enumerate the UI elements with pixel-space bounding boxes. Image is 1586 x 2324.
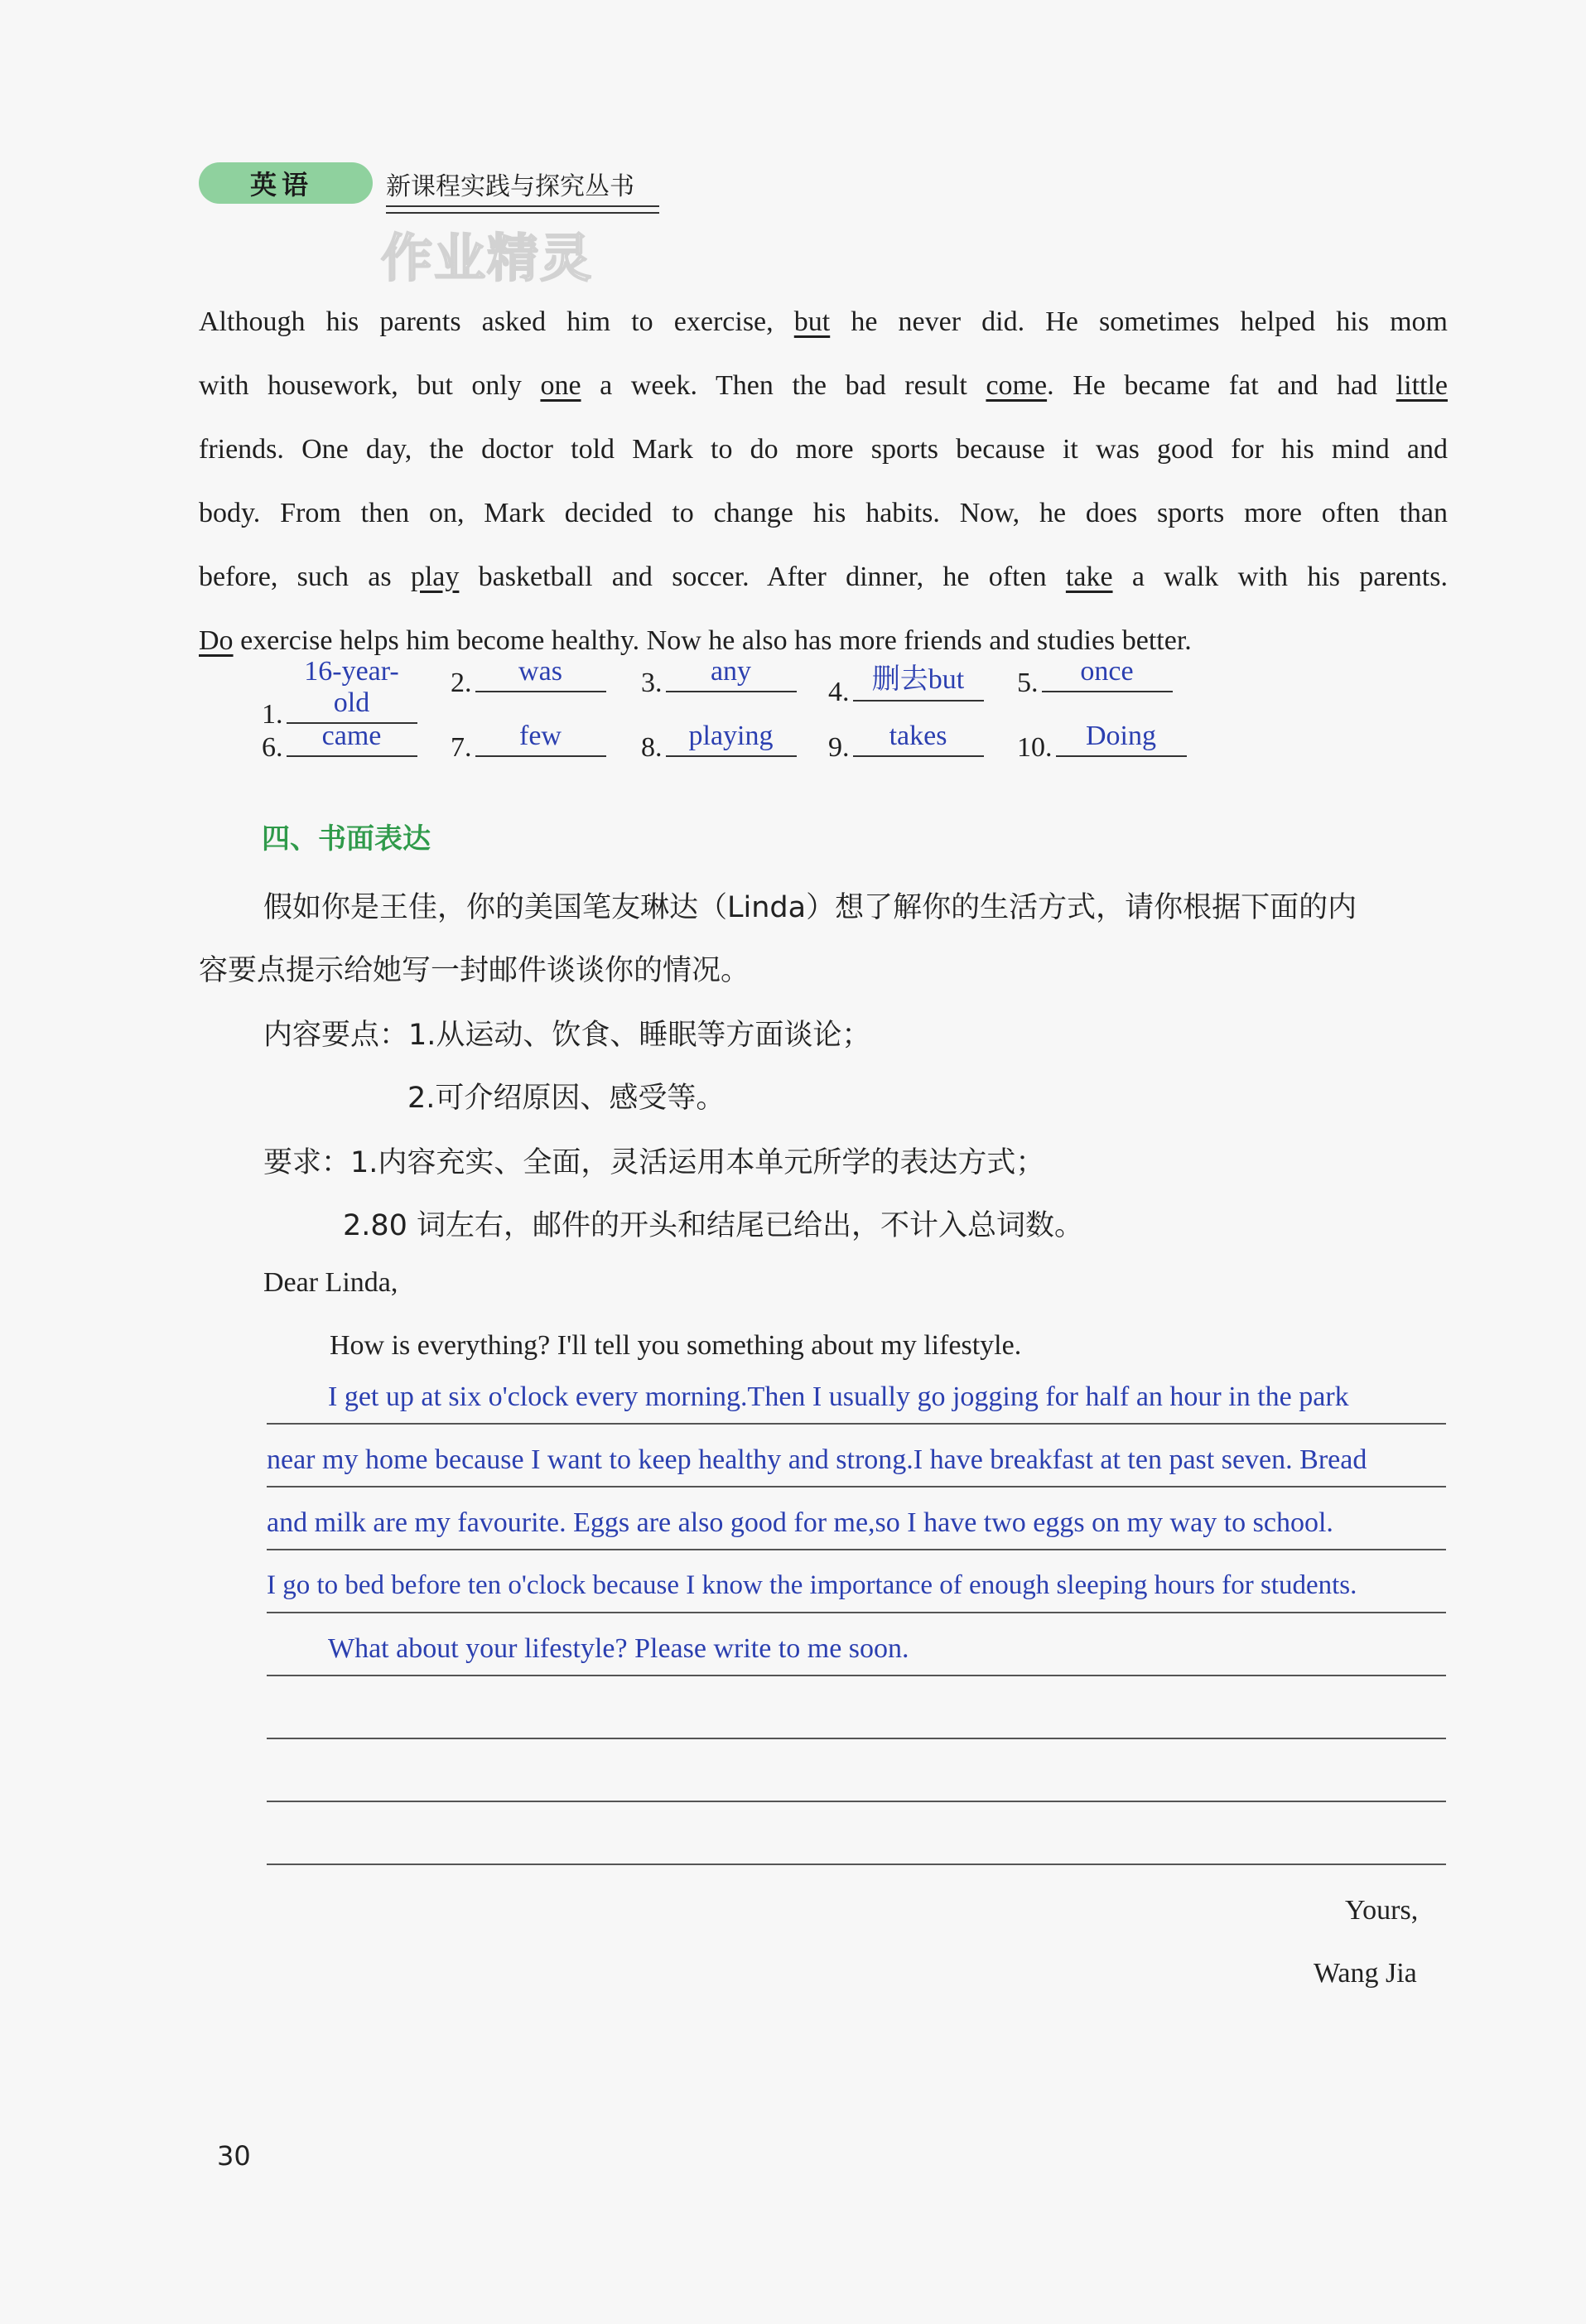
section-title: 四、书面表达: [262, 822, 431, 856]
content-points: 2.可介绍原因、感受等。: [407, 1082, 726, 1115]
answer-blank[interactable]: Doing: [1056, 721, 1187, 757]
page-number: 30: [217, 2140, 251, 2172]
requirements: 要求：1.内容充实、全面，灵活运用本单元所学的表达方式；: [263, 1146, 1045, 1179]
answer-item: 1. 16-year-old: [262, 663, 417, 730]
answer-item: 5. once: [1017, 663, 1173, 699]
prompt-text: 假如你是王佳，你的美国笔友琳达（Linda）想了解你的生活方式，请你根据下面的内: [263, 891, 1357, 924]
handwritten-line: I go to bed before ten o'clock because I know the importance of enough sleeping hours for students.: [267, 1570, 1357, 1600]
answer-blank[interactable]: any: [666, 656, 797, 692]
writing-line: [267, 1423, 1446, 1425]
letter-greeting: Dear Linda,: [263, 1267, 398, 1298]
writing-line: [267, 1486, 1446, 1487]
answer-item: 7. few: [451, 727, 606, 764]
marked-word: take: [1065, 562, 1113, 592]
prompt-text: 容要点提示给她写一封邮件谈谈你的情况。: [199, 954, 750, 987]
writing-line: [267, 1675, 1446, 1676]
marked-word: play: [410, 562, 460, 592]
marked-word: little: [1396, 370, 1448, 401]
writing-line: [267, 1612, 1446, 1613]
writing-line: [267, 1549, 1446, 1550]
answer-blank[interactable]: was: [475, 656, 606, 692]
answer-item: 8. playing: [641, 727, 797, 764]
marked-word: but: [793, 306, 831, 337]
answer-blank[interactable]: playing: [666, 721, 797, 757]
header-rule-top: [386, 205, 659, 207]
passage-line: Although his parents asked him to exercise, but he never did. He sometimes helped his mom: [199, 306, 1448, 337]
correction-passage: [199, 290, 1448, 673]
subject-label: 英语: [250, 169, 314, 200]
handwritten-line: and milk are my favourite. Eggs are also good for me,so I have two eggs on my way to school.: [267, 1507, 1333, 1538]
series-title: 新课程实践与探究丛书: [386, 172, 634, 201]
answer-blank[interactable]: few: [475, 721, 606, 757]
header-rule-bottom: [386, 212, 659, 214]
answer-blank[interactable]: 删去but: [853, 656, 984, 702]
marked-word: come: [986, 370, 1048, 401]
letter-opening: How is everything? I'll tell you something about my lifestyle.: [330, 1330, 1022, 1361]
requirements: 2.80 词左右，邮件的开头和结尾已给出，不计入总词数。: [343, 1209, 1084, 1242]
writing-line: [267, 1801, 1446, 1802]
answer-item: 9. takes: [828, 727, 984, 764]
passage-line: before, such as play basketball and soccer. After dinner, he often take a walk with his parents.: [199, 562, 1448, 592]
answer-blank[interactable]: once: [1042, 656, 1173, 692]
answer-blank[interactable]: 16-year-old: [287, 656, 417, 724]
letter-signature: Wang Jia: [1314, 1958, 1417, 1989]
subject-badge: [199, 162, 373, 204]
marked-word: one: [540, 370, 581, 401]
answer-blank[interactable]: came: [287, 721, 417, 757]
passage-line: friends. One day, the doctor told Mark to do more sports because it was good for his mind and: [199, 434, 1448, 465]
answer-item: 6. came: [262, 727, 417, 764]
passage-line: Do exercise helps him become healthy. Now he also has more friends and studies better.: [199, 625, 1192, 656]
marked-word: Do: [199, 625, 234, 656]
handwritten-line: I get up at six o'clock every morning.Then I usually go jogging for half an hour in the park: [328, 1381, 1349, 1412]
letter-closing: Yours,: [1345, 1895, 1419, 1926]
answer-item: 4. 删去but: [828, 663, 984, 708]
answer-blank[interactable]: takes: [853, 721, 984, 757]
passage-line: with housework, but only one a week. Then the bad result come. He became fat and had little: [199, 370, 1448, 401]
content-points: 内容要点：1.从运动、饮食、睡眠等方面谈论；: [263, 1019, 871, 1052]
writing-line: [267, 1738, 1446, 1739]
answer-item: 10. Doing: [1017, 727, 1187, 764]
writing-line: [267, 1864, 1446, 1865]
handwritten-line: What about your lifestyle? Please write to me soon.: [328, 1633, 909, 1664]
watermark: 作业精灵: [381, 228, 594, 288]
answer-item: 2. was: [451, 663, 606, 699]
passage-line: body. From then on, Mark decided to change his habits. Now, he does sports more often than: [199, 498, 1448, 528]
handwritten-line: near my home because I want to keep healthy and strong.I have breakfast at ten past seven. Bread: [267, 1444, 1367, 1475]
answer-item: 3. any: [641, 663, 797, 699]
